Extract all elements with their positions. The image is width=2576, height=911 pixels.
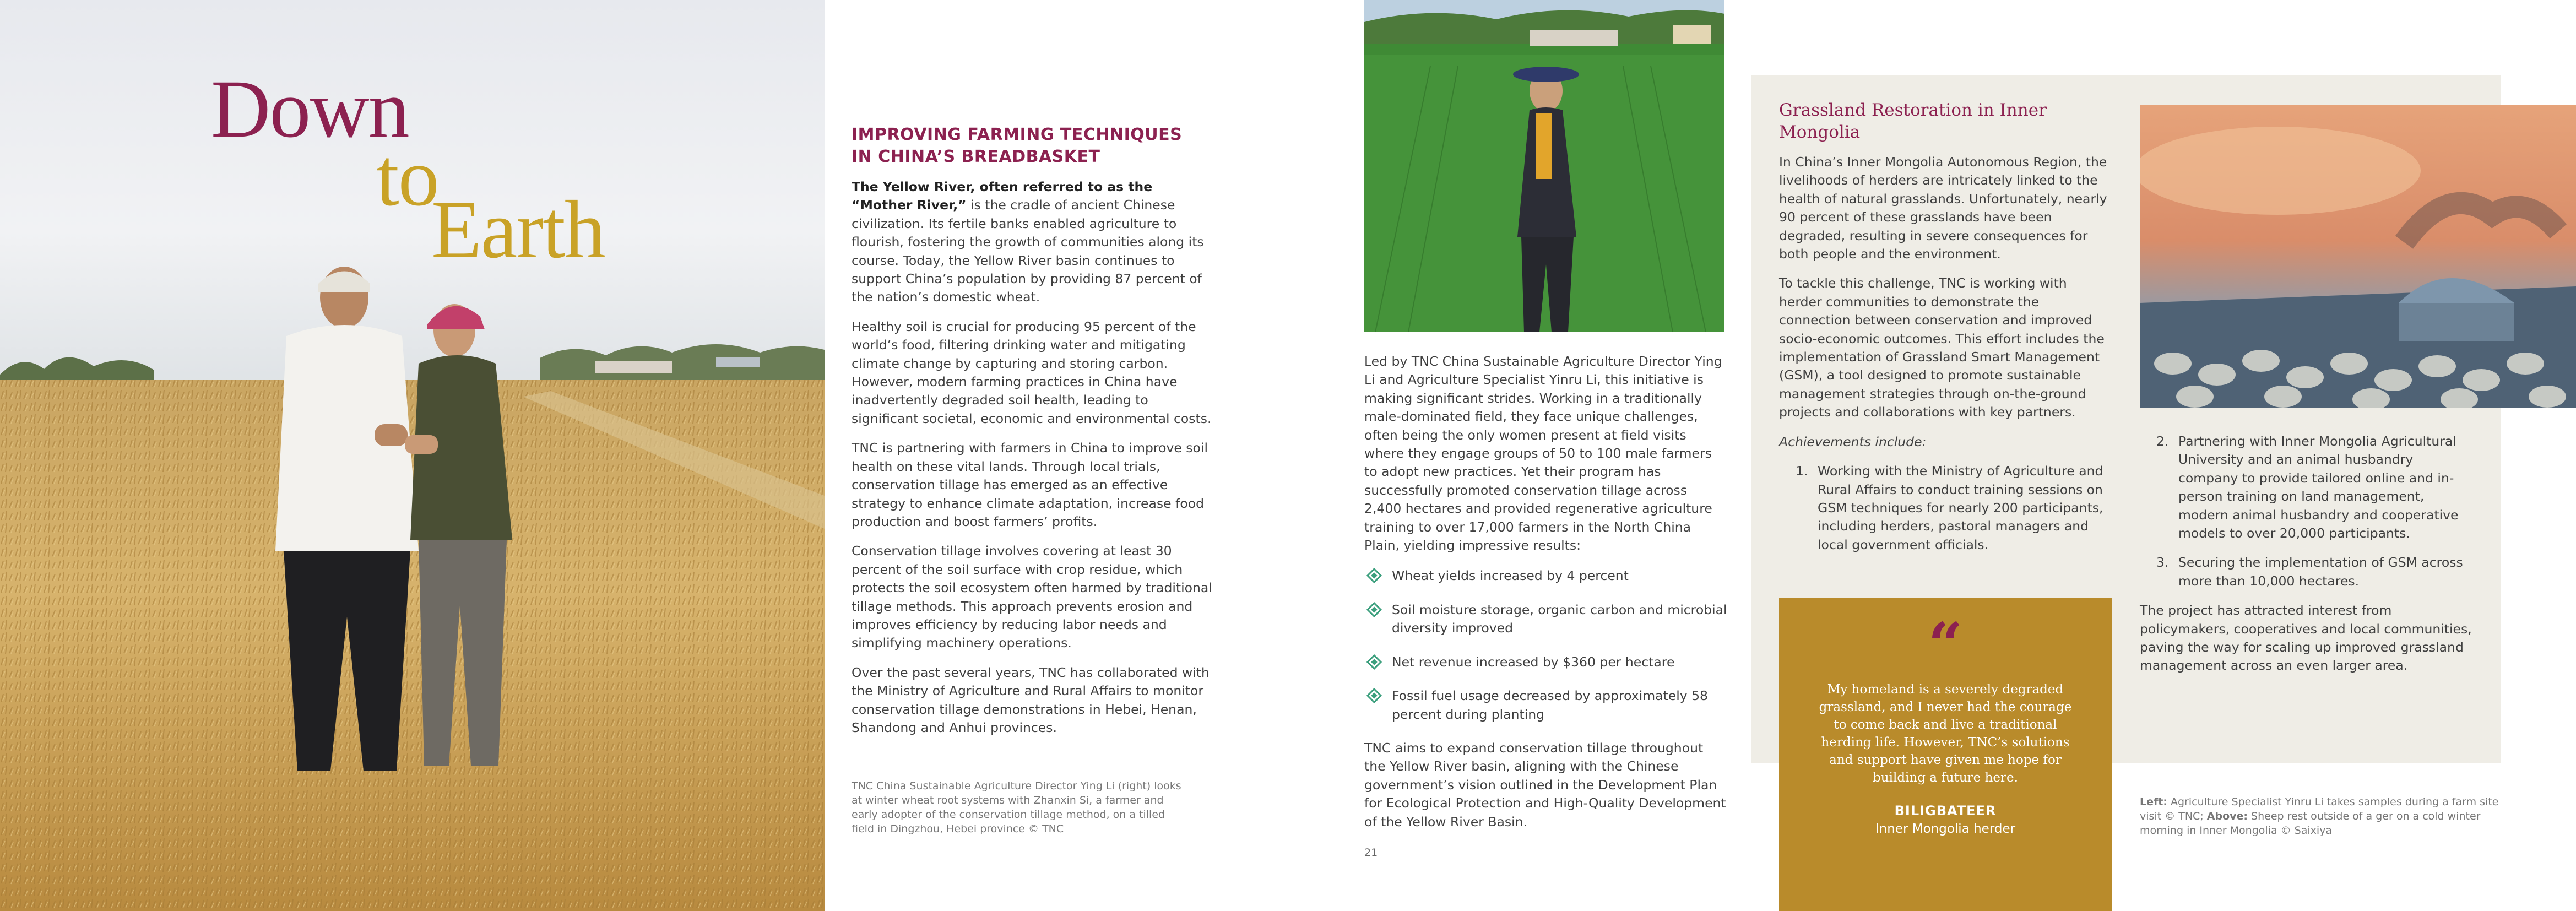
paragraph-5: Over the past several years, TNC has collaborated with the Ministry of Agriculture and Rural Affairs to monitor conservation tillage demonstrations in Hebei, Henan, Shandong and Anhui provinces. bbox=[852, 664, 1210, 735]
lead-rest: is the cradle of ancient Chinese civilization. Its fertile banks enabled agriculture to flourish, fostering the growth of communities along its course. Today, the Yellow River basin continues to support China’s population by providing 87 percent of the nation’s domestic wheat. bbox=[852, 197, 1204, 305]
paragraph-6: Led by TNC China Sustainable Agriculture Director Ying Li and Agriculture Specialist Yinru Li, this initiative is making significant strides. Working in a traditionally male-dominated field, they face unique challenges, often being the only women present at field visits where they engage groups of 50 to 100 male farmers to adopt new practices. Yet their program has successfully promoted conservation tillage across 2,400 hectares and provided regenerative agriculture training to over 17,000 farmers in the North China Plain, yielding impressive results: bbox=[1364, 354, 1722, 554]
article-heading-line-2: IN CHINA’S BREADBASKET bbox=[852, 147, 1100, 166]
results-item bbox=[1364, 601, 1728, 638]
caption-left-text: Agriculture Specialist Yinru Li takes samples during a farm site visit © TNC; bbox=[2140, 796, 2499, 822]
quote-mark-icon: “ bbox=[1928, 609, 1963, 680]
paragraph-7: TNC aims to expand conservation tillage throughout the Yellow River basin, aligning with the Chinese government’s vision outlined in the Development Plan for Ecological Protection and High-Quality Development of the Yellow River Basin. bbox=[1364, 740, 1726, 829]
sidebar-paragraph-1: In China’s Inner Mongolia Autonomous Region, the livelihoods of herders are intricately linked to the health of natural grasslands. Unfortunately, nearly 90 percent of these grasslands have been degraded, resulting in severe consequences for both people and the environment. bbox=[1779, 154, 2107, 262]
achievement-number: 2. bbox=[2156, 433, 2169, 449]
achievements-label: Achievements include: bbox=[1779, 433, 1927, 449]
result-text: Net revenue increased by $360 per hectare bbox=[1392, 654, 1675, 670]
herder-quote: My homeland is a severely degraded grassland, and I never had the courage to come back and live a traditional herding life. However, TNC’s solutions and support have given me hope for building a future here. bbox=[1819, 682, 2072, 785]
researcher-photo bbox=[1364, 0, 1724, 332]
result-text: Fossil fuel usage decreased by approximately 58 percent during planting bbox=[1392, 688, 1709, 722]
quote-attribution-name: BILIGBATEER bbox=[1894, 803, 1997, 818]
paragraph-4: Conservation tillage involves covering at least 30 percent of the soil surface with crop residue, which protects the soil ecosystem often harmed by traditional tillage methods. This approach prevents erosion and improves efficiency by reducing labor needs and simplifying machinery operations. bbox=[852, 543, 1212, 651]
article-heading bbox=[852, 124, 1215, 168]
herder-quote-box bbox=[1779, 598, 2112, 911]
article-column-2 bbox=[1364, 353, 1728, 842]
achievement-text: Working with the Ministry of Agriculture and Rural Affairs to conduct training sessions on GSM techniques for nearly 200 participants, including herders, pastoral managers and local government officials. bbox=[1818, 463, 2103, 552]
paragraph-2: Healthy soil is crucial for producing 95 percent of the world’s food, filtering drinking water and mitigating climate change by capturing and storing carbon. However, modern farming practices in China have inadvertently degraded soil health, leading to significant societal, economic and environmental costs. bbox=[852, 318, 1212, 426]
lead-paragraph bbox=[852, 178, 1215, 307]
diamond-bullet-icon bbox=[1366, 602, 1382, 617]
achievement-item bbox=[1779, 462, 2109, 554]
achievement-text: Partnering with Inner Mongolia Agricultural University and an animal husbandry company to provide tailored online and in-person training on land management, modern animal husbandry and cooperative models to over 20,000 participants. bbox=[2178, 433, 2459, 541]
results-item bbox=[1364, 687, 1728, 724]
caption-left-label: Left: bbox=[2140, 796, 2167, 808]
achievement-number: 3. bbox=[2156, 555, 2169, 571]
paragraph-3: TNC is partnering with farmers in China to improve soil health on these vital lands. Through local trials, conservation tillage has emerged as an effective strategy to enhance climate adaptation, increase food production and boost farmers’ profits. bbox=[852, 440, 1208, 529]
results-item bbox=[1364, 567, 1728, 585]
title-to: to bbox=[376, 132, 438, 223]
results-list bbox=[1364, 567, 1728, 723]
diamond-bullet-icon bbox=[1366, 654, 1382, 670]
crop-field-illustration bbox=[1364, 0, 1724, 332]
caption-above-text: Sheep rest outside of a ger on a cold winter morning in Inner Mongolia © Saixiya bbox=[2140, 810, 2481, 837]
result-text: Wheat yields increased by 4 percent bbox=[1392, 568, 1629, 584]
sidebar-column-2 bbox=[2140, 432, 2476, 686]
achievement-number: 1. bbox=[1796, 463, 1808, 479]
title-earth: Earth bbox=[431, 184, 605, 275]
achievement-text: Securing the implementation of GSM across more than 10,000 hectares. bbox=[2178, 555, 2463, 589]
page-number: 21 bbox=[1364, 847, 1378, 859]
diamond-bullet-icon bbox=[1366, 568, 1382, 583]
quote-attribution-role: Inner Mongolia herder bbox=[1875, 822, 2016, 836]
title-down: Down bbox=[211, 63, 409, 155]
results-item bbox=[1364, 653, 1728, 671]
left-photo-caption: TNC China Sustainable Agriculture Director Ying Li (right) looks at winter wheat root systems with Zhanxin Si, a farmer and early adopter of the conservation tillage method, on a tilled field in Dingzhou, Hebei province © TNC bbox=[852, 780, 1181, 835]
lead-bold: The Yellow River, often referred to as the “Mother River,” bbox=[852, 179, 1153, 213]
sidebar-title: Grassland Restoration in Inner Mongolia bbox=[1779, 100, 2047, 142]
result-text: Soil moisture storage, organic carbon and microbial diversity improved bbox=[1392, 601, 1727, 636]
sidebar-closing: The project has attracted interest from policymakers, cooperatives and local communities, paving the way for scaling up improved grassland management across an even larger area. bbox=[2140, 603, 2472, 674]
article-column-1 bbox=[852, 124, 1215, 748]
sidebar-photo-caption bbox=[2140, 795, 2503, 838]
article-heading-line-1: IMPROVING FARMING TECHNIQUES bbox=[852, 125, 1183, 144]
achievement-item bbox=[2140, 432, 2476, 543]
sidebar-column-1 bbox=[1779, 99, 2109, 554]
diamond-bullet-icon bbox=[1366, 688, 1382, 703]
ger-sheep-photo bbox=[2140, 105, 2576, 408]
ger-landscape-illustration bbox=[2140, 105, 2576, 408]
achievement-item bbox=[2140, 554, 2476, 590]
sidebar-paragraph-2: To tackle this challenge, TNC is working with herder communities to demonstrate the connection between conservation and improved socio-economic outcomes. This effort includes the implementation of Grassland Smart Management (GSM), a tool designed to promote sustainable management strategies through on-the-ground projects and collaborations with key partners. bbox=[1779, 275, 2105, 420]
caption-above-label: Above: bbox=[2206, 810, 2248, 822]
